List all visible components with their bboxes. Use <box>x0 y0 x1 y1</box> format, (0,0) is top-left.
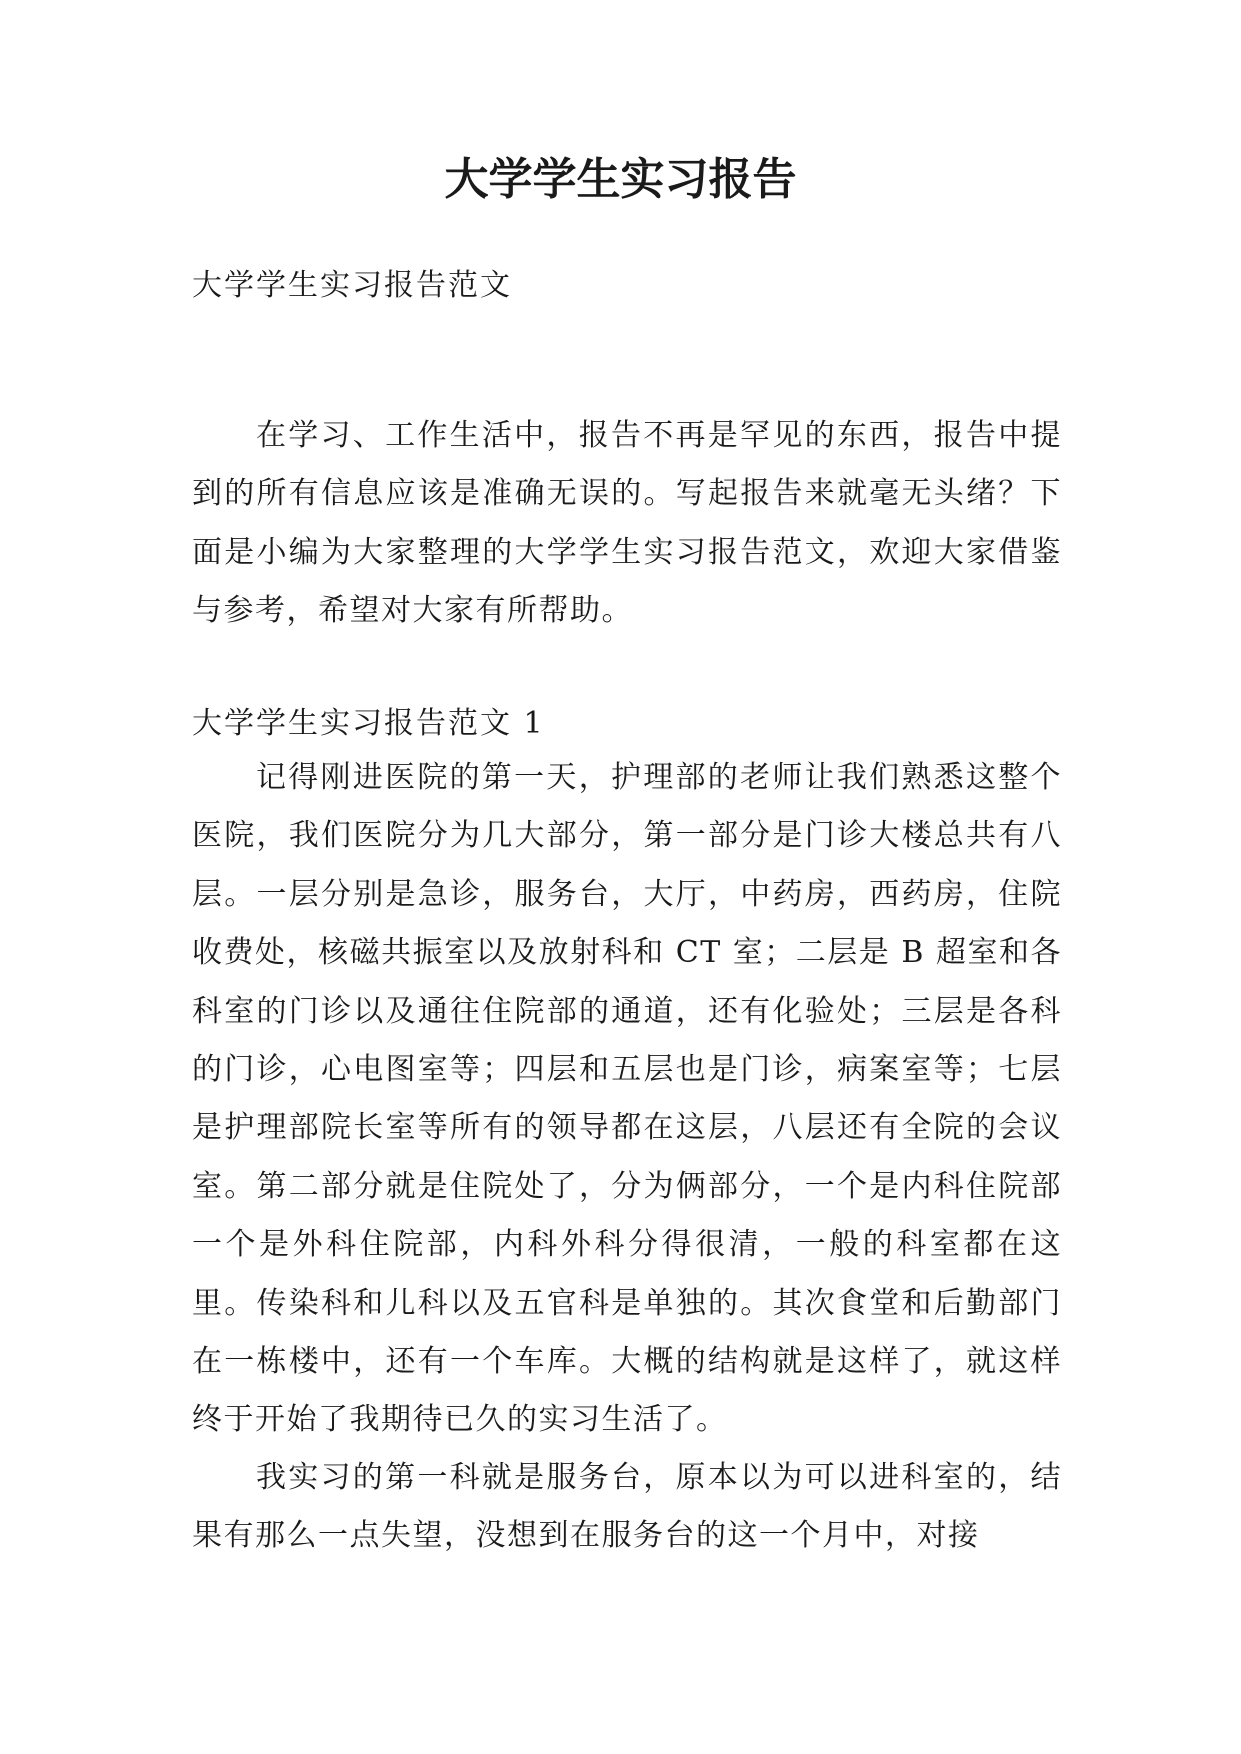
section-heading: 大学学生实习报告范文 1 <box>192 706 545 741</box>
intro-paragraph: 在学习、工作生活中，报告不再是罕见的东西，报告中提到的所有信息应该是准确无误的。写起报告来就毫无头绪？下面是小编为大家整理的大学学生实习报告范文，欢迎大家借鉴与参考，希望对大家有所帮助。 <box>192 418 1062 629</box>
document-title: 大学学生实习报告 <box>444 154 797 205</box>
document-subtitle: 大学学生实习报告范文 <box>192 268 512 303</box>
body-paragraph: 我实习的第一科就是服务台，原本以为可以进科室的，结果有那么一点失望，没想到在服务台的这一个月中，对接 <box>192 1460 1062 1554</box>
body-paragraph: 记得刚进医院的第一天，护理部的老师让我们熟悉这整个医院，我们医院分为几大部分，第一部分是门诊大楼总共有八层。一层分别是急诊，服务台，大厅，中药房，西药房，住院收费处，核磁共振室以及放射科和 CT 室；二层是 B 超室和各科室的门诊以及通往住院部的通道，还有化验处；三层是各科的门诊，心电图室等；四层和五层也是门诊，病案室等；七层是护理部院长室等所有的领导都在这层，八层还有全院的会议室。第二部分就是住院处了，分为俩部分，一个是内科住院部一个是外科住院部，内科外科分得很清，一般的科室都在这里。传染科和儿科以及五官科是单独的。其次食堂和后勤部门在一栋楼中，还有一个车库。大概的结构就是这样了，就这样终于开始了我期待已久的实习生活了。 <box>192 760 1062 1438</box>
